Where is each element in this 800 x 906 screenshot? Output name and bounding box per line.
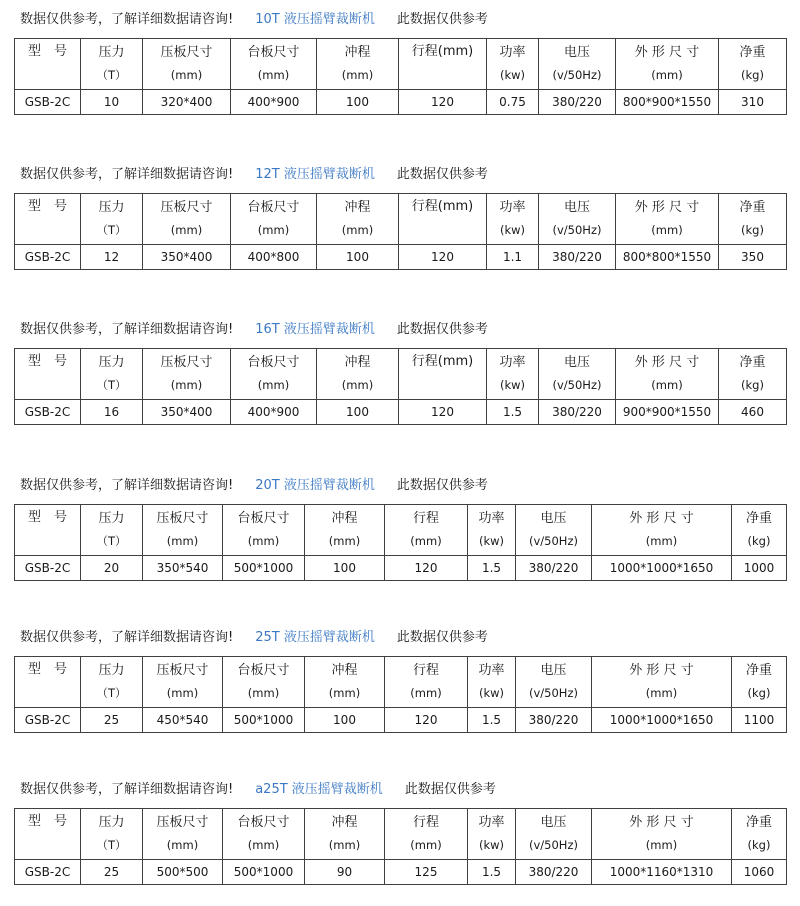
header-cell-pressure bbox=[81, 809, 143, 860]
header-cell-voltage bbox=[539, 194, 616, 245]
header-unit: (mm) bbox=[341, 68, 374, 82]
cell-travel: 120 bbox=[399, 90, 487, 115]
cell-voltage: 380/220 bbox=[539, 400, 616, 425]
section-caption bbox=[20, 163, 488, 187]
header-unit: (mm) bbox=[170, 223, 203, 237]
header-label: 净重 bbox=[739, 45, 766, 60]
header-label: 净重 bbox=[739, 200, 766, 215]
header-cell-weight bbox=[719, 349, 787, 400]
header-cell-stroke bbox=[305, 505, 385, 556]
cell-model: GSB-2C bbox=[15, 245, 81, 270]
header-label: 行程 bbox=[412, 663, 439, 678]
header-unit: （T） bbox=[96, 378, 127, 392]
header-cell-power bbox=[487, 194, 539, 245]
cell-pressure: 25 bbox=[81, 860, 143, 885]
header-cell-power bbox=[487, 39, 539, 90]
header-cell-travel bbox=[399, 349, 487, 400]
cell-dimensions: 1000*1000*1650 bbox=[592, 556, 732, 581]
header-label: 型 号 bbox=[27, 814, 67, 829]
header-cell-voltage bbox=[539, 349, 616, 400]
header-row bbox=[15, 809, 787, 860]
cell-press-plate: 450*540 bbox=[143, 708, 223, 733]
header-unit: （T） bbox=[96, 838, 127, 852]
cell-power: 0.75 bbox=[487, 90, 539, 115]
cell-pressure: 10 bbox=[81, 90, 143, 115]
header-cell-voltage bbox=[516, 809, 592, 860]
header-unit: (kw) bbox=[499, 68, 526, 82]
header-cell-model bbox=[15, 657, 81, 708]
model-title: 25T 液压摇臂裁断机 bbox=[255, 630, 375, 645]
header-unit: (mm) bbox=[257, 378, 290, 392]
header-unit: (mm) bbox=[651, 223, 683, 237]
caption-suffix: 此数据仅供参考 bbox=[396, 322, 488, 337]
section-caption bbox=[20, 318, 488, 342]
header-unit: (mm) bbox=[328, 686, 361, 700]
header-label: 型 号 bbox=[27, 44, 67, 59]
header-label: 压力 bbox=[98, 815, 125, 830]
header-unit: (mm) bbox=[410, 534, 442, 548]
model-title: 12T 液压摇臂裁断机 bbox=[255, 167, 375, 182]
header-cell-voltage bbox=[539, 39, 616, 90]
cell-voltage: 380/220 bbox=[539, 245, 616, 270]
header-label: 台板尺寸 bbox=[247, 355, 300, 370]
cell-pressure: 25 bbox=[81, 708, 143, 733]
header-unit: （T） bbox=[96, 68, 127, 82]
spec-table bbox=[14, 38, 787, 115]
header-label: 电压 bbox=[540, 663, 567, 678]
header-unit: (mm) bbox=[170, 68, 203, 82]
header-label: 电压 bbox=[563, 355, 590, 370]
cell-press-plate: 350*400 bbox=[143, 400, 231, 425]
header-unit: (mm) bbox=[651, 378, 683, 392]
section-caption bbox=[20, 626, 488, 650]
model-title: 20T 液压摇臂裁断机 bbox=[255, 478, 375, 493]
header-cell-dimensions bbox=[616, 39, 719, 90]
header-label: 压板尺寸 bbox=[160, 355, 213, 370]
cell-travel: 120 bbox=[399, 400, 487, 425]
header-cell-travel bbox=[385, 809, 468, 860]
header-unit: (mm) bbox=[166, 838, 199, 852]
cell-platen: 500*1000 bbox=[223, 860, 305, 885]
cell-platen: 400*800 bbox=[231, 245, 317, 270]
cell-voltage: 380/220 bbox=[516, 860, 592, 885]
header-label: 冲程 bbox=[331, 815, 358, 830]
header-cell-platen bbox=[223, 809, 305, 860]
header-unit: (kw) bbox=[478, 838, 505, 852]
header-label: 功率 bbox=[478, 511, 505, 526]
table-row bbox=[15, 556, 787, 581]
header-label: 净重 bbox=[745, 511, 772, 526]
header-unit: (mm) bbox=[166, 686, 199, 700]
header-label: 压板尺寸 bbox=[156, 511, 209, 526]
header-cell-platen bbox=[223, 505, 305, 556]
header-cell-voltage bbox=[516, 505, 592, 556]
header-cell-platen bbox=[231, 39, 317, 90]
table-row bbox=[15, 400, 787, 425]
cell-pressure: 12 bbox=[81, 245, 143, 270]
cell-weight: 350 bbox=[719, 245, 787, 270]
header-unit: (mm) bbox=[410, 838, 442, 852]
header-label: 压板尺寸 bbox=[160, 45, 213, 60]
cell-model: GSB-2C bbox=[15, 556, 81, 581]
cell-voltage: 380/220 bbox=[516, 708, 592, 733]
caption-suffix: 此数据仅供参考 bbox=[396, 630, 488, 645]
header-label: 压力 bbox=[98, 355, 125, 370]
header-unit: (mm) bbox=[645, 686, 678, 700]
header-label: 行程(mm) bbox=[411, 354, 474, 369]
header-label: 外 形 尺 寸 bbox=[634, 200, 700, 215]
cell-power: 1.1 bbox=[487, 245, 539, 270]
header-label: 台板尺寸 bbox=[237, 663, 290, 678]
section-caption bbox=[20, 474, 488, 498]
header-cell-dimensions bbox=[592, 505, 732, 556]
header-label: 功率 bbox=[499, 355, 526, 370]
header-cell-pressure bbox=[81, 657, 143, 708]
header-label: 电压 bbox=[563, 200, 590, 215]
header-unit: (mm) bbox=[247, 838, 280, 852]
header-unit: (mm) bbox=[410, 686, 442, 700]
header-label: 型 号 bbox=[27, 510, 67, 525]
header-cell-weight bbox=[732, 657, 787, 708]
header-unit: (kw) bbox=[499, 223, 526, 237]
header-cell-platen bbox=[231, 194, 317, 245]
model-title: 16T 液压摇臂裁断机 bbox=[255, 322, 375, 337]
header-label: 压力 bbox=[98, 663, 125, 678]
header-label: 压力 bbox=[98, 511, 125, 526]
cell-dimensions: 900*900*1550 bbox=[616, 400, 719, 425]
header-cell-press-plate bbox=[143, 809, 223, 860]
cell-pressure: 20 bbox=[81, 556, 143, 581]
header-cell-stroke bbox=[305, 809, 385, 860]
header-label: 行程(mm) bbox=[411, 44, 474, 59]
header-cell-voltage bbox=[516, 657, 592, 708]
table-row bbox=[15, 245, 787, 270]
header-cell-model bbox=[15, 194, 81, 245]
header-cell-press-plate bbox=[143, 657, 223, 708]
cell-stroke: 100 bbox=[317, 245, 399, 270]
caption-suffix: 此数据仅供参考 bbox=[404, 782, 496, 797]
header-label: 台板尺寸 bbox=[237, 511, 290, 526]
header-unit: (v/50Hz) bbox=[552, 68, 602, 82]
header-cell-stroke bbox=[317, 194, 399, 245]
cell-stroke: 100 bbox=[305, 556, 385, 581]
header-unit: (kg) bbox=[747, 534, 771, 548]
cell-press-plate: 500*500 bbox=[143, 860, 223, 885]
header-label: 型 号 bbox=[27, 662, 67, 677]
header-label: 外 形 尺 寸 bbox=[629, 511, 694, 526]
model-title: 10T 液压摇臂裁断机 bbox=[255, 12, 375, 27]
header-cell-model bbox=[15, 505, 81, 556]
header-label: 净重 bbox=[745, 663, 772, 678]
header-cell-travel bbox=[385, 505, 468, 556]
header-label: 压力 bbox=[98, 45, 125, 60]
caption-suffix: 此数据仅供参考 bbox=[396, 12, 488, 27]
header-cell-platen bbox=[223, 657, 305, 708]
cell-voltage: 380/220 bbox=[539, 90, 616, 115]
cell-platen: 500*1000 bbox=[223, 708, 305, 733]
cell-weight: 460 bbox=[719, 400, 787, 425]
header-row bbox=[15, 194, 787, 245]
cell-travel: 125 bbox=[385, 860, 468, 885]
header-cell-dimensions bbox=[592, 657, 732, 708]
caption-prefix: 数据仅供参考，了解详细数据请咨询! bbox=[20, 630, 234, 645]
header-unit: (mm) bbox=[645, 838, 678, 852]
header-unit: (mm) bbox=[257, 223, 290, 237]
header-unit: (kg) bbox=[747, 686, 771, 700]
header-label: 行程 bbox=[412, 511, 439, 526]
header-label: 压板尺寸 bbox=[156, 815, 209, 830]
cell-platen: 500*1000 bbox=[223, 556, 305, 581]
header-label: 功率 bbox=[478, 815, 505, 830]
cell-travel: 120 bbox=[385, 708, 468, 733]
header-unit: (mm) bbox=[247, 686, 280, 700]
cell-dimensions: 800*900*1550 bbox=[616, 90, 719, 115]
header-label: 外 形 尺 寸 bbox=[634, 45, 700, 60]
header-cell-dimensions bbox=[616, 194, 719, 245]
header-cell-dimensions bbox=[592, 809, 732, 860]
header-cell-pressure bbox=[81, 39, 143, 90]
header-label: 行程(mm) bbox=[411, 199, 474, 214]
header-cell-press-plate bbox=[143, 349, 231, 400]
header-unit: (kg) bbox=[741, 378, 764, 392]
header-cell-pressure bbox=[81, 505, 143, 556]
header-unit: (v/50Hz) bbox=[529, 534, 578, 548]
header-cell-power bbox=[487, 349, 539, 400]
header-row bbox=[15, 39, 787, 90]
caption-prefix: 数据仅供参考，了解详细数据请咨询! bbox=[20, 12, 234, 27]
spec-table bbox=[14, 193, 787, 270]
header-unit: (mm) bbox=[645, 534, 678, 548]
cell-model: GSB-2C bbox=[15, 860, 81, 885]
header-label: 外 形 尺 寸 bbox=[629, 815, 694, 830]
header-unit: (mm) bbox=[341, 378, 374, 392]
header-label: 外 形 尺 寸 bbox=[629, 663, 694, 678]
spec-table bbox=[14, 656, 787, 733]
header-label: 电压 bbox=[540, 815, 567, 830]
header-unit: (v/50Hz) bbox=[529, 838, 578, 852]
header-label: 型 号 bbox=[27, 199, 67, 214]
cell-platen: 400*900 bbox=[231, 400, 317, 425]
header-cell-weight bbox=[732, 809, 787, 860]
table-row bbox=[15, 860, 787, 885]
cell-model: GSB-2C bbox=[15, 90, 81, 115]
cell-press-plate: 350*400 bbox=[143, 245, 231, 270]
cell-model: GSB-2C bbox=[15, 400, 81, 425]
header-cell-weight bbox=[732, 505, 787, 556]
header-unit: (mm) bbox=[166, 534, 199, 548]
header-label: 功率 bbox=[499, 45, 526, 60]
header-unit: (mm) bbox=[328, 838, 361, 852]
header-cell-press-plate bbox=[143, 194, 231, 245]
header-label: 外 形 尺 寸 bbox=[634, 355, 700, 370]
header-unit: (mm) bbox=[651, 68, 683, 82]
cell-travel: 120 bbox=[385, 556, 468, 581]
cell-dimensions: 1000*1160*1310 bbox=[592, 860, 732, 885]
header-label: 台板尺寸 bbox=[247, 200, 300, 215]
header-cell-pressure bbox=[81, 194, 143, 245]
header-cell-travel bbox=[399, 39, 487, 90]
header-unit: (mm) bbox=[170, 378, 203, 392]
header-cell-power bbox=[468, 809, 516, 860]
header-label: 台板尺寸 bbox=[247, 45, 300, 60]
header-cell-stroke bbox=[305, 657, 385, 708]
header-label: 净重 bbox=[745, 815, 772, 830]
header-unit: （T） bbox=[96, 534, 127, 548]
cell-press-plate: 320*400 bbox=[143, 90, 231, 115]
header-cell-model bbox=[15, 39, 81, 90]
model-title: a25T 液压摇臂裁断机 bbox=[255, 782, 383, 797]
cell-dimensions: 1000*1000*1650 bbox=[592, 708, 732, 733]
cell-stroke: 100 bbox=[317, 90, 399, 115]
spec-table bbox=[14, 504, 787, 581]
header-unit: （T） bbox=[96, 223, 127, 237]
caption-suffix: 此数据仅供参考 bbox=[396, 167, 488, 182]
header-cell-stroke bbox=[317, 349, 399, 400]
section-caption bbox=[20, 8, 488, 32]
header-unit: (v/50Hz) bbox=[552, 378, 602, 392]
header-label: 压力 bbox=[98, 200, 125, 215]
header-label: 冲程 bbox=[331, 511, 358, 526]
cell-weight: 1100 bbox=[732, 708, 787, 733]
header-row bbox=[15, 505, 787, 556]
header-row bbox=[15, 349, 787, 400]
section-caption bbox=[20, 778, 496, 802]
header-cell-travel bbox=[385, 657, 468, 708]
header-label: 型 号 bbox=[27, 354, 67, 369]
cell-weight: 1060 bbox=[732, 860, 787, 885]
header-unit: (kw) bbox=[478, 534, 505, 548]
caption-prefix: 数据仅供参考，了解详细数据请咨询! bbox=[20, 478, 234, 493]
cell-stroke: 100 bbox=[305, 708, 385, 733]
header-label: 台板尺寸 bbox=[237, 815, 290, 830]
header-label: 冲程 bbox=[344, 45, 371, 60]
cell-voltage: 380/220 bbox=[516, 556, 592, 581]
cell-power: 1.5 bbox=[468, 556, 516, 581]
header-unit: (kw) bbox=[478, 686, 505, 700]
cell-press-plate: 350*540 bbox=[143, 556, 223, 581]
cell-power: 1.5 bbox=[468, 860, 516, 885]
cell-pressure: 16 bbox=[81, 400, 143, 425]
header-label: 功率 bbox=[499, 200, 526, 215]
table-row bbox=[15, 90, 787, 115]
cell-weight: 1000 bbox=[732, 556, 787, 581]
header-label: 功率 bbox=[478, 663, 505, 678]
header-unit: (v/50Hz) bbox=[552, 223, 602, 237]
header-label: 行程 bbox=[412, 815, 439, 830]
header-label: 电压 bbox=[563, 45, 590, 60]
cell-model: GSB-2C bbox=[15, 708, 81, 733]
header-cell-platen bbox=[231, 349, 317, 400]
cell-stroke: 90 bbox=[305, 860, 385, 885]
header-unit: （T） bbox=[96, 686, 127, 700]
header-label: 冲程 bbox=[331, 663, 358, 678]
header-label: 冲程 bbox=[344, 355, 371, 370]
header-label: 冲程 bbox=[344, 200, 371, 215]
header-unit: (mm) bbox=[328, 534, 361, 548]
header-cell-power bbox=[468, 657, 516, 708]
header-unit: (kg) bbox=[747, 838, 771, 852]
header-cell-weight bbox=[719, 39, 787, 90]
cell-travel: 120 bbox=[399, 245, 487, 270]
caption-prefix: 数据仅供参考，了解详细数据请咨询! bbox=[20, 322, 234, 337]
table-row bbox=[15, 708, 787, 733]
cell-platen: 400*900 bbox=[231, 90, 317, 115]
header-label: 压板尺寸 bbox=[160, 200, 213, 215]
header-cell-model bbox=[15, 349, 81, 400]
caption-suffix: 此数据仅供参考 bbox=[396, 478, 488, 493]
header-cell-pressure bbox=[81, 349, 143, 400]
header-cell-dimensions bbox=[616, 349, 719, 400]
header-label: 压板尺寸 bbox=[156, 663, 209, 678]
header-cell-model bbox=[15, 809, 81, 860]
header-unit: (kg) bbox=[741, 68, 764, 82]
header-label: 净重 bbox=[739, 355, 766, 370]
header-label: 电压 bbox=[540, 511, 567, 526]
cell-stroke: 100 bbox=[317, 400, 399, 425]
header-unit: (kg) bbox=[741, 223, 764, 237]
cell-dimensions: 800*800*1550 bbox=[616, 245, 719, 270]
header-cell-power bbox=[468, 505, 516, 556]
header-cell-press-plate bbox=[143, 505, 223, 556]
header-unit: (v/50Hz) bbox=[529, 686, 578, 700]
caption-prefix: 数据仅供参考，了解详细数据请咨询! bbox=[20, 782, 234, 797]
header-cell-weight bbox=[719, 194, 787, 245]
header-cell-stroke bbox=[317, 39, 399, 90]
cell-power: 1.5 bbox=[487, 400, 539, 425]
header-row bbox=[15, 657, 787, 708]
header-cell-travel bbox=[399, 194, 487, 245]
spec-table bbox=[14, 808, 787, 885]
header-unit: (mm) bbox=[257, 68, 290, 82]
header-unit: (mm) bbox=[341, 223, 374, 237]
cell-weight: 310 bbox=[719, 90, 787, 115]
spec-table bbox=[14, 348, 787, 425]
header-unit: (kw) bbox=[499, 378, 526, 392]
header-cell-press-plate bbox=[143, 39, 231, 90]
header-unit: (mm) bbox=[247, 534, 280, 548]
caption-prefix: 数据仅供参考，了解详细数据请咨询! bbox=[20, 167, 234, 182]
cell-power: 1.5 bbox=[468, 708, 516, 733]
